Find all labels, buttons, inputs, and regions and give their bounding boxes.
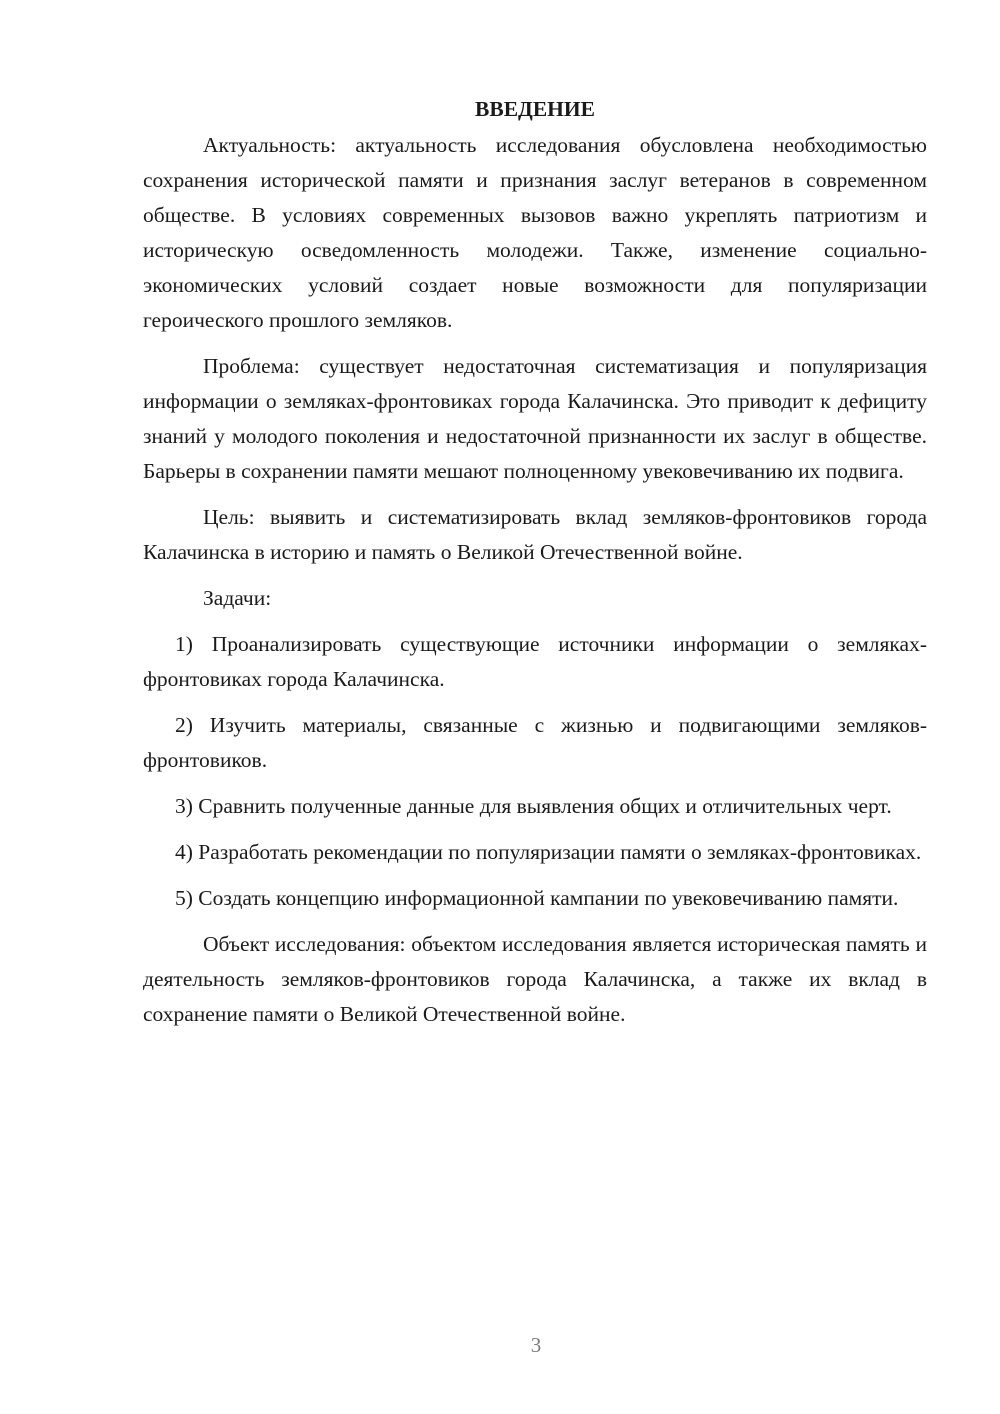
problem-paragraph: Проблема: существует недостаточная систематизация и популяризация информации о земляках-фронтовиках города Калачинска. Это приводит к дефициту знаний у молодого поколения и недостаточной признанности их заслуг в обществе. Барьеры в сохранении памяти мешают полноценному увековечиванию их подвига. [143, 354, 927, 483]
task-item-1: 1) Проанализировать существующие источники информации о земляках-фронтовиках города Калачинска. [143, 632, 927, 691]
task-item-2: 2) Изучить материалы, связанные с жизнью и подвигающими земляков-фронтовиков. [143, 713, 927, 772]
object-paragraph: Объект исследования: объектом исследования является историческая память и деятельность земляков-фронтовиков города Калачинска, а также их вклад в сохранение памяти о Великой Отечественной войне. [143, 932, 927, 1026]
section-heading: ВВЕДЕНИЕ [475, 97, 595, 121]
page-content [143, 92, 927, 1043]
page-number: 3 [530, 1333, 542, 1357]
task-item-3: 3) Сравнить полученные данные для выявления общих и отличительных черт. [175, 794, 892, 818]
task-item-4: 4) Разработать рекомендации по популяризации памяти о земляках-фронтовиках. [175, 840, 922, 864]
goal-paragraph: Цель: выявить и систематизировать вклад земляков-фронтовиков города Калачинска в историю и память о Великой Отечественной войне. [143, 505, 927, 564]
tasks-label: Задачи: [203, 586, 272, 610]
relevance-paragraph: Актуальность: актуальность исследования обусловлена необходимостью сохранения исторической памяти и признания заслуг ветеранов в современном обществе. В условиях современных вызовов важно укреплять патриотизм и историческую осведомленность молодежи. Также, изменение социально-экономических условий создает новые возможности для популяризации героического прошлого земляков. [143, 133, 927, 332]
task-item-5: 5) Создать концепцию информационной кампании по увековечиванию памяти. [175, 886, 899, 910]
